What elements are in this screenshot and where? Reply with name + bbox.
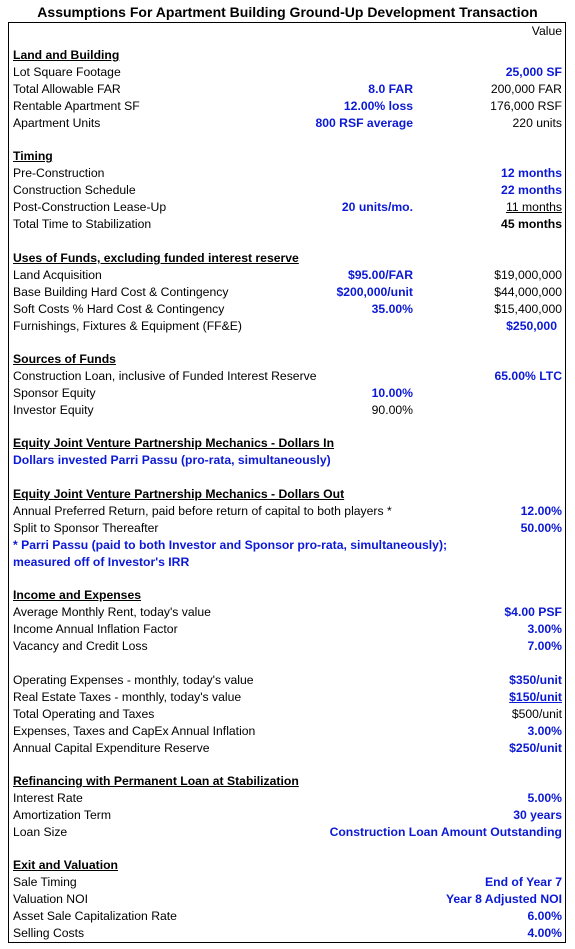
row-loan-size: Loan Size Construction Loan Amount Outstanding <box>13 825 562 839</box>
row-ffe: Furnishings, Fixtures & Equipment (FF&E) $250,000 <box>13 319 557 333</box>
section-header-uses: Uses of Funds, excluding funded interest reserve <box>13 251 299 265</box>
row-interest-rate: Interest Rate 5.00% <box>13 791 562 805</box>
row-rentable-apartment-sf: Rentable Apartment SF 12.00% loss 176,000 RSF <box>13 99 562 113</box>
row-expense-inflation: Expenses, Taxes and CapEx Annual Inflation 3.00% <box>13 724 562 738</box>
row-selling-costs: Selling Costs 4.00% <box>13 926 562 940</box>
row-soft-costs: Soft Costs % Hard Cost & Contingency 35.00% $15,400,000 <box>13 302 562 316</box>
row-cap-rate: Asset Sale Capitalization Rate 6.00% <box>13 909 562 923</box>
assumptions-sheet <box>8 22 566 943</box>
section-header-income: Income and Expenses <box>13 588 142 602</box>
row-hard-cost: Base Building Hard Cost & Contingency $200,000/unit $44,000,000 <box>13 285 562 299</box>
row-land-acquisition: Land Acquisition $95.00/FAR $19,000,000 <box>13 268 562 282</box>
section-header-jv-in: Equity Joint Venture Partnership Mechanics - Dollars In <box>13 436 335 450</box>
row-income-inflation: Income Annual Inflation Factor 3.00% <box>13 622 562 636</box>
row-construction-schedule: Construction Schedule 22 months <box>13 183 562 197</box>
row-split-to-sponsor: Split to Sponsor Thereafter 50.00% <box>13 521 562 535</box>
row-capex-reserve: Annual Capital Expenditure Reserve $250/unit <box>13 741 562 755</box>
row-investor-equity: Investor Equity 90.00% <box>13 403 413 417</box>
row-preferred-return: Annual Preferred Return, paid before return of capital to both players * 12.00% <box>13 504 562 518</box>
section-header-exit: Exit and Valuation <box>13 858 118 872</box>
value-column-header: Value <box>531 24 562 38</box>
row-vacancy: Vacancy and Credit Loss 7.00% <box>13 639 562 653</box>
value-header-row <box>9 23 565 40</box>
section-header-land: Land and Building <box>13 48 120 62</box>
section-header-timing: Timing <box>13 149 53 163</box>
section-header-jv-out: Equity Joint Venture Partnership Mechanics - Dollars Out <box>13 487 345 501</box>
row-lot-square-footage: Lot Square Footage 25,000 SF <box>13 65 562 79</box>
jv-in-note: Dollars invested Parri Passu (pro-rata, simultaneously) <box>13 453 331 467</box>
row-operating-expenses: Operating Expenses - monthly, today's value $350/unit <box>13 673 562 687</box>
row-apartment-units: Apartment Units 800 RSF average 220 units <box>13 116 562 130</box>
row-sale-timing: Sale Timing End of Year 7 <box>13 875 562 889</box>
row-average-monthly-rent: Average Monthly Rent, today's value $4.00 PSF <box>13 605 562 619</box>
section-header-sources: Sources of Funds <box>13 352 116 366</box>
row-total-allowable-far: Total Allowable FAR 8.0 FAR 200,000 FAR <box>13 82 562 96</box>
jv-out-note-line2: measured off of Investor's IRR <box>13 555 190 569</box>
jv-out-note-line1: * Parri Passu (paid to both Investor and Sponsor pro-rata, simultaneously); <box>13 538 448 552</box>
row-post-construction-lease-up: Post-Construction Lease-Up 20 units/mo. 11 months <box>13 200 562 214</box>
row-total-time-to-stabilization: Total Time to Stabilization 45 months <box>13 217 562 231</box>
section-header-refi: Refinancing with Permanent Loan at Stabilization <box>13 774 299 788</box>
row-total-operating: Total Operating and Taxes $500/unit <box>13 707 562 721</box>
row-amortization-term: Amortization Term 30 years <box>13 808 562 822</box>
sheet-title: Assumptions For Apartment Building Ground-Up Development Transaction <box>37 4 538 20</box>
row-real-estate-taxes: Real Estate Taxes - monthly, today's value $150/unit <box>13 690 562 704</box>
row-sponsor-equity: Sponsor Equity 10.00% <box>13 386 413 400</box>
row-pre-construction: Pre-Construction 12 months <box>13 166 562 180</box>
row-valuation-noi: Valuation NOI Year 8 Adjusted NOI <box>13 892 562 906</box>
row-construction-loan: Construction Loan, inclusive of Funded Interest Reserve 65.00% LTC <box>13 369 562 383</box>
